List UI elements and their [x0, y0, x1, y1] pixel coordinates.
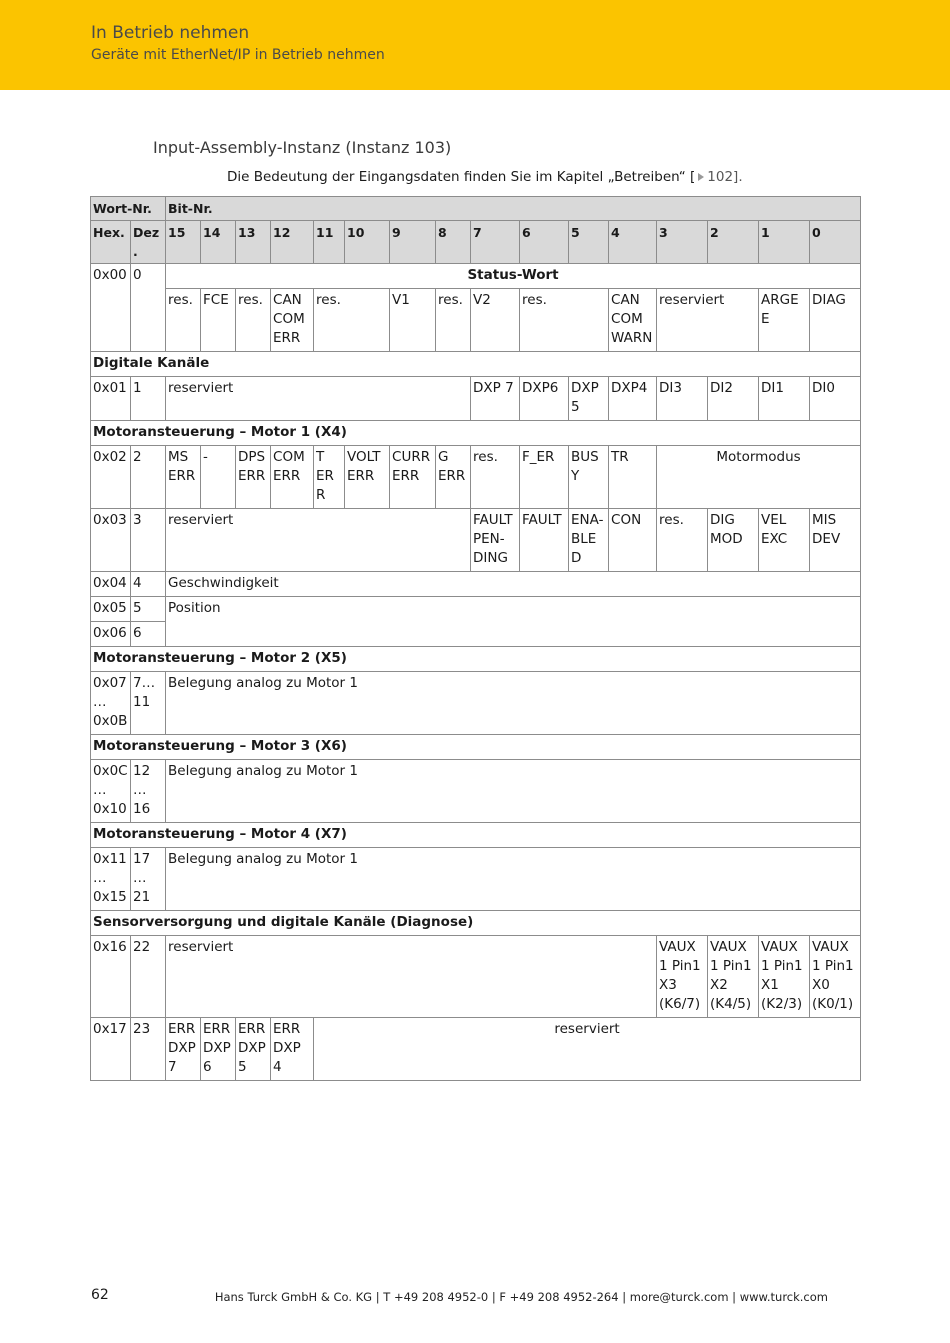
col-header-bit11: 11	[314, 221, 345, 264]
cell-bit13: DPS ERR	[236, 446, 271, 509]
col-header-bit13: 13	[236, 221, 271, 264]
cell-bit4: DXP4	[609, 377, 657, 421]
cell-hex: 0x07 … 0x0B	[91, 672, 131, 735]
col-header-bit1: 1	[759, 221, 810, 264]
input-assembly-table	[90, 196, 861, 1081]
cell-hex: 0x04	[91, 572, 131, 597]
cell-dez: 17 … 21	[131, 848, 166, 911]
page-header	[0, 0, 950, 90]
section-row	[91, 735, 861, 760]
section-row	[91, 352, 861, 377]
col-header-bit2: 2	[708, 221, 759, 264]
cell-bit1: VEL EXC	[759, 509, 810, 572]
cell-bit6: FAULT	[520, 509, 569, 572]
cell-belegung: Belegung analog zu Motor 1	[166, 760, 861, 823]
cell-hex: 0x11 … 0x15	[91, 848, 131, 911]
cell-dez: 3	[131, 509, 166, 572]
cell-dez: 4	[131, 572, 166, 597]
cell-bit15: ERR DXP 7	[166, 1018, 201, 1081]
cell-bit9: CURR ERR	[390, 446, 436, 509]
table-row	[91, 672, 861, 735]
cell-bit5: ENA-BLED	[569, 509, 609, 572]
cell-hex: 0x06	[91, 622, 131, 647]
section-sensorversorgung: Sensorversorgung und digitale Kanäle (Diagnose)	[91, 911, 861, 936]
cell-bit6: DXP6	[520, 377, 569, 421]
table-row	[91, 597, 861, 622]
cell-bit3: DI3	[657, 377, 708, 421]
cell-bit12: CAN COM ERR	[271, 289, 314, 352]
intro-sentence: Die Bedeutung der Eingangsdaten finden Sie im Kapitel „Betreiben“ [	[227, 169, 696, 185]
col-header-bit14: 14	[201, 221, 236, 264]
cell-bit4: CAN COM WARN	[609, 289, 657, 352]
cell-belegung: Belegung analog zu Motor 1	[166, 672, 861, 735]
col-header-hex: Hex.	[91, 221, 131, 264]
cell-geschwindigkeit: Geschwindigkeit	[166, 572, 861, 597]
cell-bit13: ERR DXP 5	[236, 1018, 271, 1081]
cell-bit12: ERR DXP 4	[271, 1018, 314, 1081]
cell-hex: 0x0C … 0x10	[91, 760, 131, 823]
cell-bit15: MS ERR	[166, 446, 201, 509]
cell-reserved: reserviert	[166, 509, 471, 572]
cell-bit3: res.	[657, 509, 708, 572]
cell-hex: 0x17	[91, 1018, 131, 1081]
cell-bit7: res.	[471, 446, 520, 509]
triangle-right-icon	[698, 173, 704, 181]
cell-hex: 0x00	[91, 264, 131, 352]
cell-bit11: T ERR	[314, 446, 345, 509]
intro-text	[227, 169, 743, 185]
col-header-bit6: 6	[520, 221, 569, 264]
cell-bit0: DIAG	[810, 289, 861, 352]
chapter-link[interactable]: 102].	[707, 169, 743, 185]
cell-bit5: BUSY	[569, 446, 609, 509]
cell-bit7: V2	[471, 289, 520, 352]
col-header-bit8: 8	[436, 221, 471, 264]
cell-bit6-5: res.	[520, 289, 609, 352]
section-row	[91, 823, 861, 848]
col-header-bit10: 10	[345, 221, 390, 264]
page-number: 62	[91, 1287, 109, 1303]
cell-bit3-2: reserviert	[657, 289, 759, 352]
cell-hex: 0x05	[91, 597, 131, 622]
section-motor-2: Motoransteuerung – Motor 2 (X5)	[91, 647, 861, 672]
cell-dez: 1	[131, 377, 166, 421]
table-row	[91, 848, 861, 911]
col-header-bit: Bit-Nr.	[166, 197, 861, 221]
cell-reserved: reserviert	[314, 1018, 861, 1081]
cell-bit10: VOLT ERR	[345, 446, 390, 509]
cell-bit1: VAUX 1 Pin1 X1 (K2/3)	[759, 936, 810, 1018]
cell-dez: 12 … 16	[131, 760, 166, 823]
cell-bit8: res.	[436, 289, 471, 352]
cell-bit2: DIG MOD	[708, 509, 759, 572]
cell-hex: 0x03	[91, 509, 131, 572]
cell-bit2: VAUX 1 Pin1 X2 (K4/5)	[708, 936, 759, 1018]
cell-bit7: FAULT PEN-DING	[471, 509, 520, 572]
section-row	[91, 911, 861, 936]
cell-bit6: F_ER	[520, 446, 569, 509]
cell-bit12: COM ERR	[271, 446, 314, 509]
cell-hex: 0x16	[91, 936, 131, 1018]
col-header-bit12: 12	[271, 221, 314, 264]
status-word-label: Status-Wort	[166, 264, 861, 289]
cell-position: Position	[166, 597, 861, 647]
cell-bit13: res.	[236, 289, 271, 352]
section-motor-3: Motoransteuerung – Motor 3 (X6)	[91, 735, 861, 760]
cell-bit0: DI0	[810, 377, 861, 421]
table-row	[91, 572, 861, 597]
col-header-bit4: 4	[609, 221, 657, 264]
col-header-bit15: 15	[166, 221, 201, 264]
cell-bit5: DXP 5	[569, 377, 609, 421]
cell-dez: 5	[131, 597, 166, 622]
section-row	[91, 647, 861, 672]
table-row	[91, 1018, 861, 1081]
section-digitale-kanaele: Digitale Kanäle	[91, 352, 861, 377]
table-row	[91, 264, 861, 289]
cell-dez: 6	[131, 622, 166, 647]
cell-bit0: VAUX 1 Pin1 X0 (K0/1)	[810, 936, 861, 1018]
section-motor-1: Motoransteuerung – Motor 1 (X4)	[91, 421, 861, 446]
section-motor-4: Motoransteuerung – Motor 4 (X7)	[91, 823, 861, 848]
table-header-row-1	[91, 197, 861, 221]
table-row	[91, 289, 861, 352]
cell-belegung: Belegung analog zu Motor 1	[166, 848, 861, 911]
table-row	[91, 446, 861, 509]
cell-bit9: V1	[390, 289, 436, 352]
section-row	[91, 421, 861, 446]
cell-motormodus: Motormodus	[657, 446, 861, 509]
cell-hex: 0x02	[91, 446, 131, 509]
table-row	[91, 377, 861, 421]
section-title: Input-Assembly-Instanz (Instanz 103)	[153, 138, 452, 157]
col-header-bit0: 0	[810, 221, 861, 264]
table-row	[91, 936, 861, 1018]
col-header-bit7: 7	[471, 221, 520, 264]
cell-bit7: DXP 7	[471, 377, 520, 421]
table-row	[91, 509, 861, 572]
cell-dez: 7… 11	[131, 672, 166, 735]
cell-reserved: reserviert	[166, 377, 471, 421]
cell-bit14: FCE	[201, 289, 236, 352]
col-header-bit5: 5	[569, 221, 609, 264]
cell-bit15: res.	[166, 289, 201, 352]
cell-dez: 2	[131, 446, 166, 509]
footer-company: Hans Turck GmbH & Co. KG | T +49 208 4952-0 | F +49 208 4952-264 | more@turck.com | www.turck.com	[214, 1290, 828, 1304]
col-header-wort: Wort-Nr.	[91, 197, 166, 221]
cell-bit1: DI1	[759, 377, 810, 421]
cell-bit8: G ERR	[436, 446, 471, 509]
cell-dez: 23	[131, 1018, 166, 1081]
cell-dez: 22	[131, 936, 166, 1018]
cell-bit1: ARGEE	[759, 289, 810, 352]
cell-reserved: reserviert	[166, 936, 657, 1018]
col-header-bit3: 3	[657, 221, 708, 264]
cell-bit14: ERR DXP 6	[201, 1018, 236, 1081]
cell-bit0: MIS DEV	[810, 509, 861, 572]
cell-dez: 0	[131, 264, 166, 352]
cell-bit11-10: res.	[314, 289, 390, 352]
cell-bit3: VAUX 1 Pin1 X3 (K6/7)	[657, 936, 708, 1018]
cell-bit2: DI2	[708, 377, 759, 421]
header-subtitle: Geräte mit EtherNet/IP in Betrieb nehmen	[91, 47, 385, 63]
cell-bit4: TR	[609, 446, 657, 509]
col-header-dez: Dez.	[131, 221, 166, 264]
col-header-bit9: 9	[390, 221, 436, 264]
table-row	[91, 760, 861, 823]
header-title: In Betrieb nehmen	[91, 23, 250, 43]
table-header-row-2	[91, 221, 861, 264]
cell-hex: 0x01	[91, 377, 131, 421]
cell-bit4: CON	[609, 509, 657, 572]
cell-bit14: -	[201, 446, 236, 509]
